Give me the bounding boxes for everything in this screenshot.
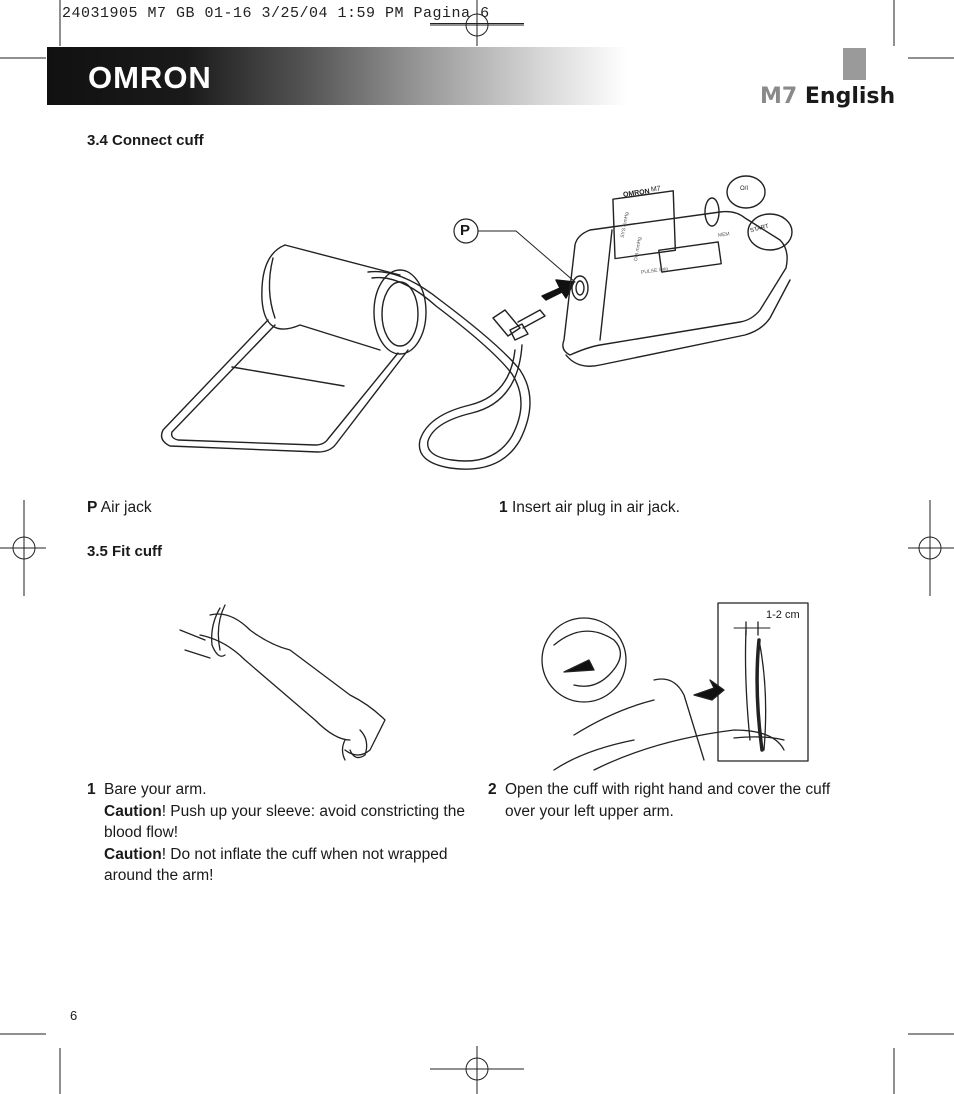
device-mem-label: MEM: [717, 231, 731, 239]
section-tab: [843, 48, 866, 80]
tube-drawing: [368, 272, 545, 470]
step-number: 1: [499, 499, 508, 516]
step-bare-arm: [87, 779, 467, 887]
model-name: M7: [760, 84, 798, 109]
section-heading-connect-cuff: 3.4 Connect cuff: [87, 132, 204, 149]
device-brand: OMRON: [622, 188, 651, 199]
caution-word: Caution: [104, 845, 162, 863]
caution-text: ! Push up your sleeve: avoid constricting the blood flow!: [104, 802, 465, 841]
step-insert-plug: [499, 497, 680, 519]
device-start-button: START: [749, 223, 770, 235]
cuff-drawing: [162, 245, 426, 452]
legend-text: Air jack: [100, 499, 152, 516]
step-text: Open the cuff with right hand and cover the cuff over your left upper arm.: [505, 781, 831, 820]
device-sys-label: SYS mmHg: [619, 211, 631, 239]
step-text: Bare your arm.: [104, 781, 207, 798]
step-number: 1: [87, 781, 96, 798]
callout-p-letter: P: [460, 222, 471, 239]
print-slug: 24031905 M7 GB 01-16 3/25/04 1:59 PM Pagina 6: [62, 5, 490, 22]
caution-1: [104, 801, 467, 844]
registration-mark-left: [0, 500, 46, 596]
legend-air-jack: [87, 497, 152, 519]
device-power-button: O/I: [740, 186, 749, 192]
inset-measure-label: 1-2 cm: [766, 609, 800, 621]
monitor-drawing: [563, 176, 792, 366]
caution-text: ! Do not inflate the cuff when not wrapped around the arm!: [104, 845, 448, 884]
brand-logo: OMRON: [88, 60, 212, 95]
connect-cuff-illustration: [0, 150, 954, 510]
language-label: English: [804, 84, 896, 109]
registration-mark-bottom: [430, 1046, 524, 1094]
page-title: [760, 84, 895, 109]
caution-2: [104, 844, 467, 887]
step-number: 2: [488, 781, 497, 798]
bare-arm-illustration: [170, 600, 470, 780]
page-number: 6: [70, 1008, 78, 1023]
registration-mark-right: [908, 500, 954, 596]
section-heading-fit-cuff: 3.5 Fit cuff: [87, 543, 163, 560]
step-text: Insert air plug in air jack.: [511, 499, 680, 516]
legend-letter: P: [87, 499, 98, 516]
caution-word: Caution: [104, 802, 162, 820]
device-pulse-label: PULSE /min: [640, 266, 669, 276]
callout-p-line: [478, 231, 575, 282]
slug-underline: [430, 23, 524, 24]
device-dia-label: DIA mmHg: [633, 236, 644, 262]
device-model: M7: [650, 185, 662, 194]
fit-cuff-illustration: [534, 600, 864, 780]
step-cover-cuff: [488, 779, 858, 822]
